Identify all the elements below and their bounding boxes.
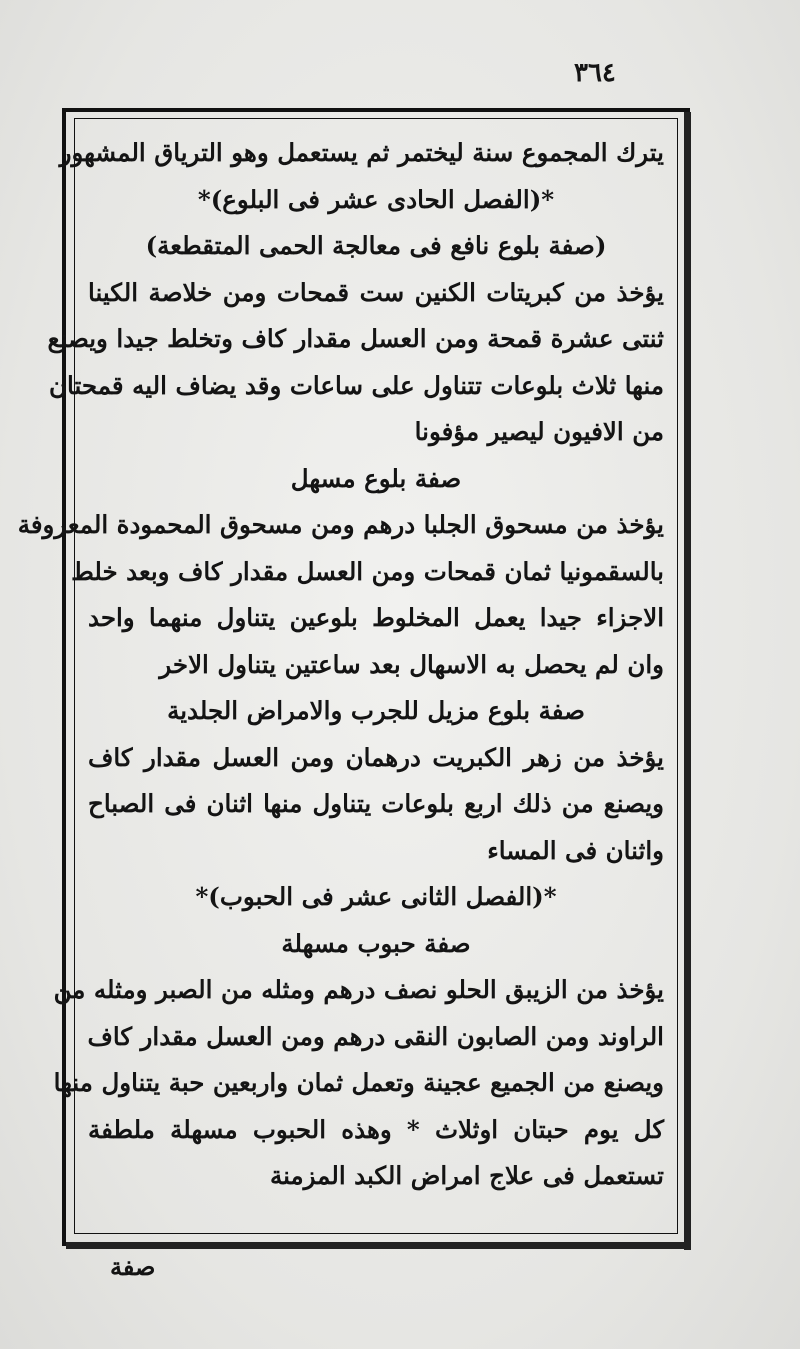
main-text-block xyxy=(17,130,664,1228)
text-line: يترك المجموع سنة ليختمر ثم يستعمل وهو الترياق المشهور xyxy=(59,138,664,167)
text-line: بالسقمونيا ثمان قمحات ومن العسل مقدار كاف وبعد خلط xyxy=(71,556,664,586)
page-number: ٣٦٤ xyxy=(574,58,616,88)
text-line: الاجزاء جيدا يعمل المخلوط بلوعين يتناول منهما واحد xyxy=(88,603,664,632)
section-heading-line: *(الفصل الحادى عشر فى البلوع)* xyxy=(197,184,555,214)
section-heading-line: *(الفصل الثانى عشر فى الحبوب)* xyxy=(195,882,557,911)
section-heading-line: صفة بلوع مزيل للجرب والامراض الجلدية xyxy=(167,696,585,725)
text-line: يؤخذ من زهر الكبريت درهمان ومن العسل مقدار كاف xyxy=(88,742,664,772)
text-line: من الافيون ليصير مؤفونا xyxy=(414,417,664,446)
frame-shadow-right xyxy=(684,112,691,1250)
catchword: صفة xyxy=(110,1252,156,1281)
frame-shadow-bottom xyxy=(66,1242,691,1249)
section-heading-line: صفة حبوب مسهلة xyxy=(281,928,471,958)
text-line: تستعمل فى علاج امراض الكبد المزمنة xyxy=(270,1161,664,1190)
text-line: الراوند ومن الصابون النقى درهم ومن العسل مقدار كاف xyxy=(87,1021,664,1051)
text-line: كل يوم حبتان اوثلاث * وهذه الحبوب مسهلة ملطفة xyxy=(88,1114,664,1144)
text-line: يؤخذ من كبريتات الكنين ست قمحات ومن خلاصة الكينا xyxy=(88,277,664,307)
section-heading-line: صفة بلوع مسهل xyxy=(290,463,462,493)
text-line: يؤخذ من الزيبق الحلو نصف درهم ومثله من الصبر ومثله من xyxy=(53,975,664,1004)
section-heading-line: (صفة بلوع نافع فى معالجة الحمى المتقطعة) xyxy=(145,231,607,260)
text-line: ويصنع من الجميع عجينة وتعمل ثمان واربعين حبة يتناول منها xyxy=(53,1068,664,1097)
text-line: ويصنع من ذلك اربع بلوعات يتناول منها اثنان فى الصباح xyxy=(88,789,664,818)
text-line: ثنتى عشرة قمحة ومن العسل مقدار كاف وتخلط جيدا ويصنع xyxy=(47,324,664,353)
text-line: يؤخذ من مسحوق الجلبا درهم ومن مسحوق المحمودة المعروفة xyxy=(17,510,664,539)
text-line: واثنان فى المساء xyxy=(487,835,664,865)
text-line: وان لم يحصل به الاسهال بعد ساعتين يتناول الاخر xyxy=(159,649,664,679)
text-line: منها ثلاث بلوعات تتناول على ساعات وقد يضاف اليه قمحتان xyxy=(49,370,664,400)
